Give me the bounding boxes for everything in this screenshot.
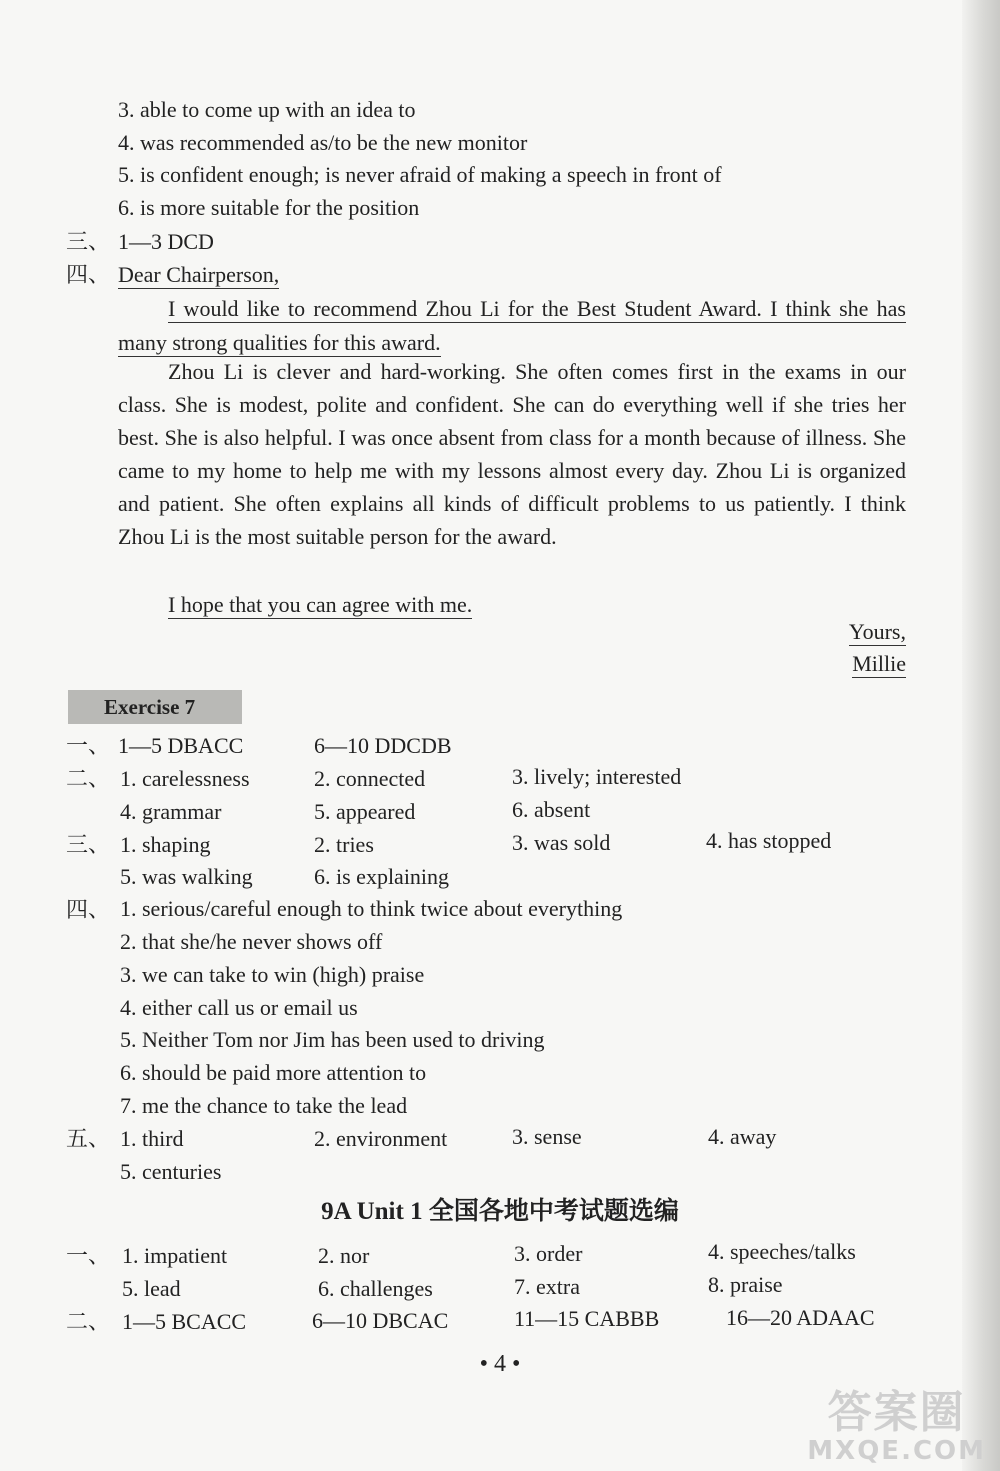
- unit-title: 9A Unit 1 全国各地中考试题选编: [321, 1198, 679, 1225]
- top-item: 6. is more suitable for the position: [118, 195, 420, 220]
- section-answer: 1—3 DCD: [118, 229, 214, 254]
- answer-cell: 2. environment: [314, 1126, 448, 1151]
- section-label: 一、: [66, 1243, 111, 1268]
- answer-cell: 5. centuries: [120, 1159, 222, 1184]
- top-item: 4. was recommended as/to be the new monitor: [118, 130, 528, 155]
- answer-cell: 1—5 DBACC: [118, 733, 244, 758]
- letter-closing: I hope that you can agree with me.: [168, 592, 473, 617]
- answer-item: 5. Neither Tom nor Jim has been used to driving: [120, 1027, 545, 1052]
- section-label: 四、: [66, 262, 111, 287]
- page-number: • 4 •: [479, 1351, 521, 1377]
- letter-signature: Millie: [852, 651, 906, 676]
- answer-cell: 1. carelessness: [120, 766, 250, 791]
- answer-cell: 4. speeches/talks: [708, 1239, 856, 1264]
- answer-cell: 11—15 CABBB: [514, 1306, 660, 1331]
- watermark-logo: 答案圈 MXQE.COM: [807, 1387, 986, 1466]
- answer-item: 4. either call us or email us: [120, 995, 358, 1020]
- answer-cell: 5. appeared: [314, 799, 416, 824]
- answer-cell: 8. praise: [708, 1272, 783, 1297]
- answer-cell: 2. nor: [318, 1243, 370, 1268]
- answer-cell: 1—5 BCACC: [122, 1309, 247, 1334]
- answer-cell: 1. shaping: [120, 832, 211, 857]
- answer-cell: 6. challenges: [318, 1276, 433, 1301]
- answer-cell: 3. was sold: [512, 830, 611, 855]
- section-label: 一、: [66, 733, 111, 758]
- section-label: 三、: [66, 832, 111, 857]
- section-label: 四、: [66, 897, 111, 922]
- answer-cell: 6—10 DDCDB: [314, 733, 452, 758]
- exercise-heading: Exercise 7: [68, 690, 242, 724]
- page-edge-shadow: [962, 0, 1000, 1471]
- top-item: 5. is confident enough; is never afraid of making a speech in front of: [118, 162, 722, 187]
- section-label: 三、: [66, 229, 111, 254]
- letter-salutation: Dear Chairperson,: [118, 262, 280, 287]
- answer-cell: 6—10 DBCAC: [312, 1308, 449, 1333]
- answer-cell: 3. sense: [512, 1124, 582, 1149]
- answer-item: 2. that she/he never shows off: [120, 929, 383, 954]
- letter-yours: Yours,: [848, 619, 906, 644]
- answer-cell: 16—20 ADAAC: [726, 1305, 875, 1330]
- answer-cell: 2. tries: [314, 832, 374, 857]
- section-label: 二、: [66, 766, 111, 791]
- answer-cell: 3. lively; interested: [512, 764, 682, 789]
- letter-body: Zhou Li is clever and hard-working. She often comes first in the exams in our class. She is modest, polite and confident. She can do everything well if she tries her best. She is also helpful. I was once absent from class for a month because of illness. She came to my home to help me with my lessons almost every day. Zhou Li is organized and patient. She often explains all kinds of difficult problems to us patiently. I think Zhou Li is the most suitable person for the award.: [118, 359, 906, 549]
- letter-opening: I would like to recommend Zhou Li for the Best Student Award. I think she has many strong qualities for this award.: [118, 296, 906, 355]
- answer-cell: 1. impatient: [122, 1243, 228, 1268]
- top-item: 3. able to come up with an idea to: [118, 97, 416, 122]
- answer-item: 3. we can take to win (high) praise: [120, 962, 425, 987]
- answer-cell: 1. third: [120, 1126, 184, 1151]
- answer-cell: 4. grammar: [120, 799, 222, 824]
- answer-item: 1. serious/careful enough to think twice about everything: [120, 896, 623, 921]
- answer-cell: 5. was walking: [120, 864, 253, 889]
- answer-item: 6. should be paid more attention to: [120, 1060, 427, 1085]
- answer-cell: 7. extra: [514, 1274, 580, 1299]
- answer-cell: 5. lead: [122, 1276, 181, 1301]
- section-label: 二、: [66, 1309, 111, 1334]
- section-label: 五、: [66, 1126, 111, 1151]
- answer-item: 7. me the chance to take the lead: [120, 1093, 408, 1118]
- answer-cell: 2. connected: [314, 766, 426, 791]
- answer-cell: 6. is explaining: [314, 864, 450, 889]
- answer-cell: 6. absent: [512, 797, 591, 822]
- answer-cell: 3. order: [514, 1241, 583, 1266]
- answer-cell: 4. away: [708, 1124, 777, 1149]
- answer-cell: 4. has stopped: [706, 828, 832, 853]
